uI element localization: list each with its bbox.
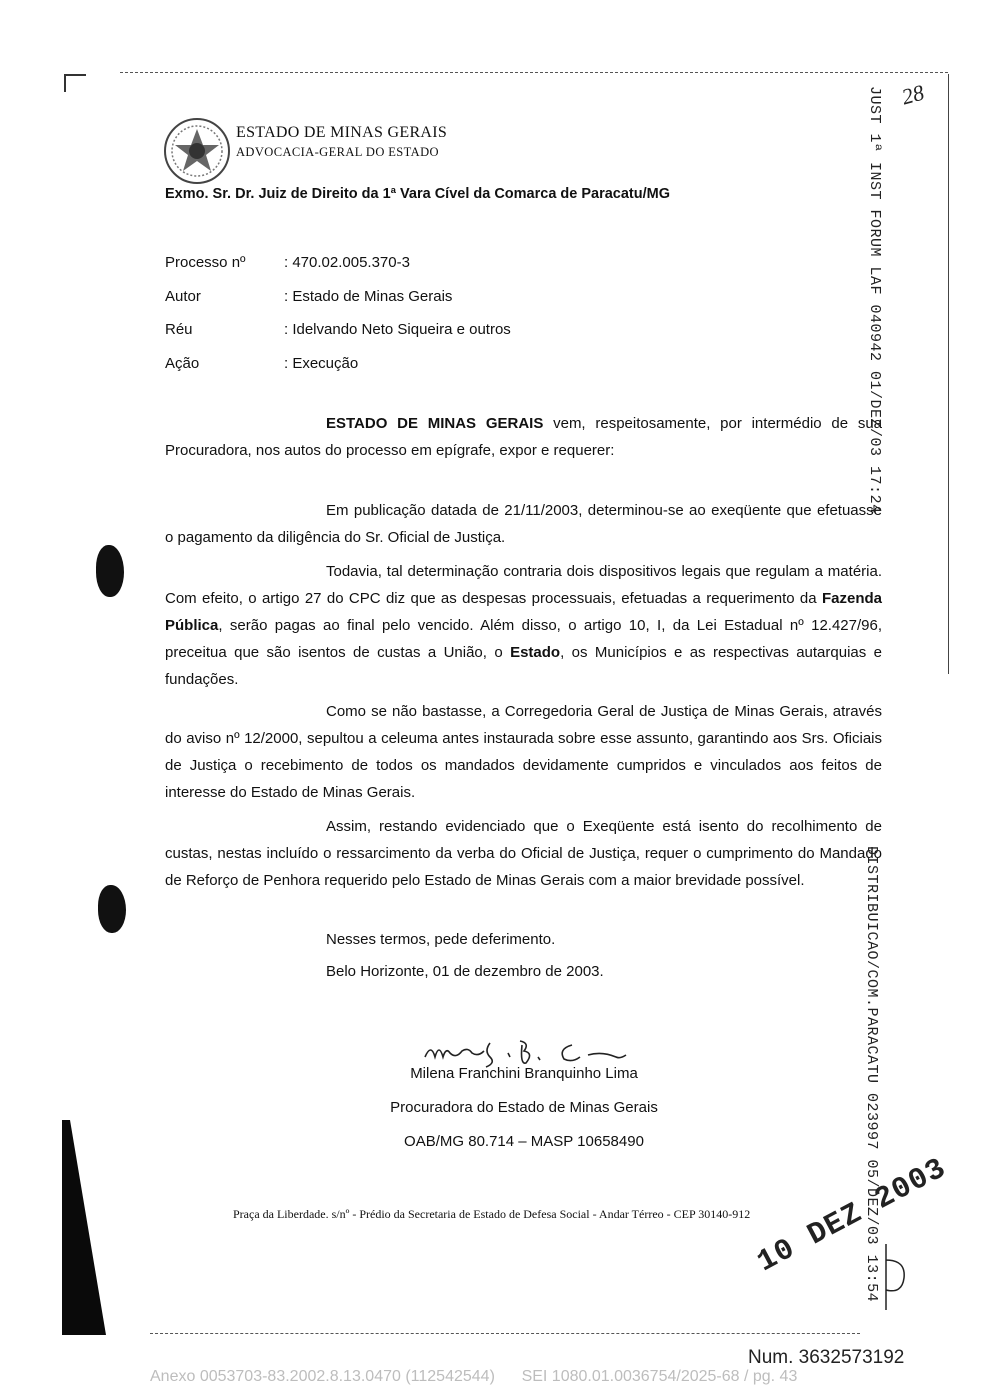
closing-line: Nesses termos, pede deferimento.: [326, 931, 556, 948]
date-line: Belo Horizonte, 01 de dezembro de 2003.: [326, 963, 604, 980]
intro-paragraph: [165, 410, 882, 464]
punch-hole-top: [96, 545, 124, 597]
scan-bottom-border: [150, 1333, 860, 1334]
scan-corner-mark: [64, 74, 86, 92]
received-date-stamp: 10 DEZ 2003: [752, 1151, 953, 1281]
addressee: Exmo. Sr. Dr. Juiz de Direito da 1ª Vara Cível da Comarca de Paracatu/MG: [165, 186, 671, 202]
paragraph-1: Em publicação datada de 21/11/2003, determinou-se ao exeqüente que efetuasse o pagamento da diligência do Sr. Oficial de Justiça.: [165, 502, 882, 546]
p2-bold-a: Fazenda Pública: [165, 590, 882, 634]
defendant-value: : Idelvando Neto Siqueira e outros: [284, 321, 511, 338]
p2-text-a: Todavia, tal determinação contraria dois dispositivos legais que regulam a matéria. Com efeito, o artigo 27 do CPC diz que as despesas processuais, efetuadas a requerimento da: [165, 563, 882, 607]
plaintiff-value: : Estado de Minas Gerais: [284, 288, 453, 305]
scan-right-edge: [948, 74, 949, 674]
signer-registration: OAB/MG 80.714 – MASP 10658490: [404, 1133, 644, 1150]
p2-text-e: , os Municípios e as respectivas autarquias e fundações.: [165, 644, 882, 688]
plaintiff-label: Autor: [165, 288, 201, 305]
intro-text: vem, respeitosamente, por intermédio de sua Procuradora, nos autos do processo em epígrafe, expor e requerer:: [165, 415, 883, 459]
case-number-value: : 470.02.005.370-3: [284, 254, 410, 271]
action-label: Ação: [165, 355, 200, 372]
signer-title: Procuradora do Estado de Minas Gerais: [390, 1099, 658, 1116]
initial-mark: [880, 1240, 910, 1312]
paragraph-4: Assim, restando evidenciado que o Exeqüente está isento do recolhimento de custas, nestas incluído o ressarcimento da verba do Oficial de Justiça, requer o cumprimento do Mandado de Reforço de Penhora requerido pelo Estado de Minas Gerais com a maior brevidade possível.: [165, 818, 882, 889]
intro-bold: ESTADO DE MINAS GERAIS: [326, 415, 544, 432]
scan-top-border: [120, 72, 948, 73]
scan-shadow-wedge: [62, 1120, 106, 1335]
p2-text-c: , serão pagas ao final pelo vencido. Além disso, o artigo 10, I, da Lei Estadual nº 12.427/96, preceitua que são isentos de custas a União, o: [165, 617, 882, 661]
agency-name: ADVOCACIA-GERAL DO ESTADO: [236, 145, 439, 159]
annex-reference: Anexo 0053703-83.2002.8.13.0470 (112542544) SEI 1080.01.0036754/2025-68 / pg. 43: [150, 1368, 798, 1385]
state-name: ESTADO DE MINAS GERAIS: [236, 124, 448, 141]
case-number-label: Processo nº: [165, 254, 246, 271]
footer-address: Praça da Liberdade. s/nº - Prédio da Secretaria de Estado de Defesa Social - Andar Térreo - CEP 30140-912: [233, 1207, 751, 1221]
protocol-stamp-top: JUST 1ª INST FORUM LAF 040942 01/DEZ/03 17:24: [866, 86, 883, 514]
punch-hole-bottom: [98, 885, 126, 933]
signer-name: Milena Franchini Branquinho Lima: [410, 1065, 638, 1082]
page-number-mark: 28: [899, 79, 927, 110]
p2-bold-b: Estado: [510, 644, 561, 661]
document-number: Num. 3632573192: [748, 1347, 905, 1368]
defendant-label: Réu: [165, 321, 193, 338]
protocol-stamp-bottom: DISTRIBUICAO/COM.PARACATU 023997 05/DEZ/03 13:54: [863, 846, 880, 1303]
action-value: : Execução: [284, 355, 359, 372]
state-seal-icon: [163, 117, 231, 185]
paragraph-2: [165, 558, 882, 693]
paragraph-3: Como se não bastasse, a Corregedoria Geral de Justiça de Minas Gerais, através do aviso nº 12/2000, sepultou a celeuma antes instaurada sobre esse assunto, garantindo aos Srs. Oficiais de Justiça o recebimento de todos os mandados devidamente cumpridos e vinculados aos feitos de interesse do Estado de Minas Gerais.: [165, 703, 882, 801]
